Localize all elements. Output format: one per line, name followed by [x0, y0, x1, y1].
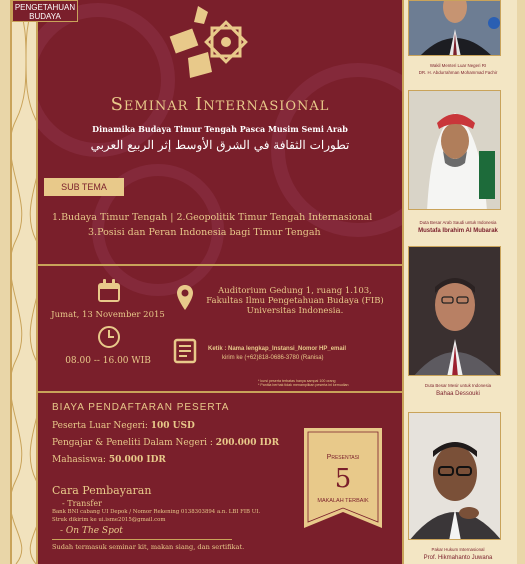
speaker-name-4: Prof. Hikmahanto Juwana [423, 555, 493, 561]
faculty-badge [12, 0, 78, 22]
ribbon-bottom-text: MAKALAH TERBAIK [317, 498, 369, 504]
speaker-photo-2 [408, 90, 501, 210]
seminar-subtitle: Dinamika Budaya Timur Tengah Pasca Musim Semi Arab [92, 124, 348, 134]
arabic-subtitle: تطورات الثقافة في الشرق الأوسط إثر الربيع العربي [90, 138, 350, 152]
speaker-role-3: Duta Besar Mesir untuk Indonesia [424, 383, 492, 388]
registration-contact: kirim ke (+62)818-0686-3780 (Ranisa) [222, 355, 324, 361]
speaker-photo-1 [408, 0, 501, 56]
right-border [517, 0, 525, 564]
payment-heading: Cara Pembayaran [52, 484, 152, 497]
page-title: Seminar Internasional [110, 94, 330, 115]
speaker-portrait-4 [409, 413, 501, 540]
fee-domestic-label: Pengajar & Peneliti Dalam Negeri : [52, 438, 216, 448]
registration-format: Ketik : Nama lengkap_Instansi_Nomor HP_email [208, 346, 347, 352]
subtema-label: SUB TEMA [44, 178, 124, 196]
speaker-portrait-1 [409, 1, 501, 56]
speaker-name-1: DR. H. Abdurrahman Mohammad Fachir [418, 70, 498, 75]
speaker-name-3: Bahaa Dessouki [436, 391, 480, 397]
topic-line-2: 3.Posisi dan Peran Indonesia bagi Timur Tengah [88, 227, 321, 238]
payment-divider [52, 539, 232, 540]
speaker-portrait-3 [409, 247, 501, 376]
speaker-role-1: Wakil Menteri Luar Negeri RI [429, 63, 487, 68]
section-divider [38, 264, 402, 266]
calendar-icon [96, 278, 122, 304]
fee-student-value: 50.000 IDR [108, 455, 166, 465]
location-pin-icon [176, 284, 194, 312]
speaker-role-4: Pakar Hukum Internasional [431, 547, 485, 552]
payment-transfer: - Transfer [62, 499, 102, 508]
fee-foreign-label: Peserta Luar Negeri: [52, 421, 151, 431]
faculty-badge-text: PENGETAHUAN BUDAYA [14, 3, 76, 21]
topic-line-1: 1.Budaya Timur Tengah | 2.Geopolitik Timur Tengah Internasional [52, 212, 373, 223]
fee-domestic-value: 200.000 IDR [215, 438, 280, 448]
speaker-role-2: Duta Besar Arab Saudi untuk Indonesia [419, 220, 497, 225]
arabic-calligraphy-logo [168, 2, 252, 84]
speaker-name-2: Mustafa Ibrahim Al Mubarak [418, 228, 498, 234]
clock-icon [97, 325, 121, 349]
speaker-portrait-2 [409, 91, 501, 210]
registration-fee-heading: BIAYA PENDAFTARAN PESERTA [52, 402, 230, 413]
speaker-photo-3 [408, 246, 501, 376]
fee-domestic [52, 438, 279, 448]
fee-foreign [52, 421, 195, 431]
fee-student [52, 455, 166, 465]
event-location: Auditorium Gedung 1, ruang 1.103, Fakultas Ilmu Pengetahuan Budaya (FIB) Universitas Indonesia. [206, 286, 384, 316]
section-divider-2 [38, 391, 402, 393]
fee-foreign-value: 100 USD [150, 421, 195, 431]
ribbon-top-text: Presentasi [326, 454, 360, 461]
payment-struk: Struk dikirim ke ui.isme2015@gmail.com [52, 517, 166, 523]
left-border [0, 0, 10, 564]
left-pattern-strip [10, 0, 38, 564]
seat-note: * kursi peserta terbatas hanya sampai 100 orang * Panitia berhak tidak menampilkan peserta ini kemudian [258, 379, 349, 387]
payment-bank: Bank BNI cabang UI Depok / Nomor Rekening 0138303894 a.n. LBI FIB UI. [52, 509, 261, 515]
fee-student-label: Mahasiswa: [52, 455, 109, 465]
left-ornament [12, 0, 40, 564]
speaker-photo-4 [408, 412, 501, 540]
document-icon [172, 337, 200, 365]
payment-onspot: - On The Spot [60, 526, 123, 536]
event-date: Jumat, 13 November 2015 [51, 310, 165, 320]
event-time: 08.00 -- 16.00 WIB [65, 356, 151, 366]
subtema-topics [52, 210, 392, 240]
ribbon-number: 5 [334, 464, 352, 494]
fee-includes: Sudah termasuk seminar kit, makan siang, dan sertifikat. [52, 543, 245, 551]
